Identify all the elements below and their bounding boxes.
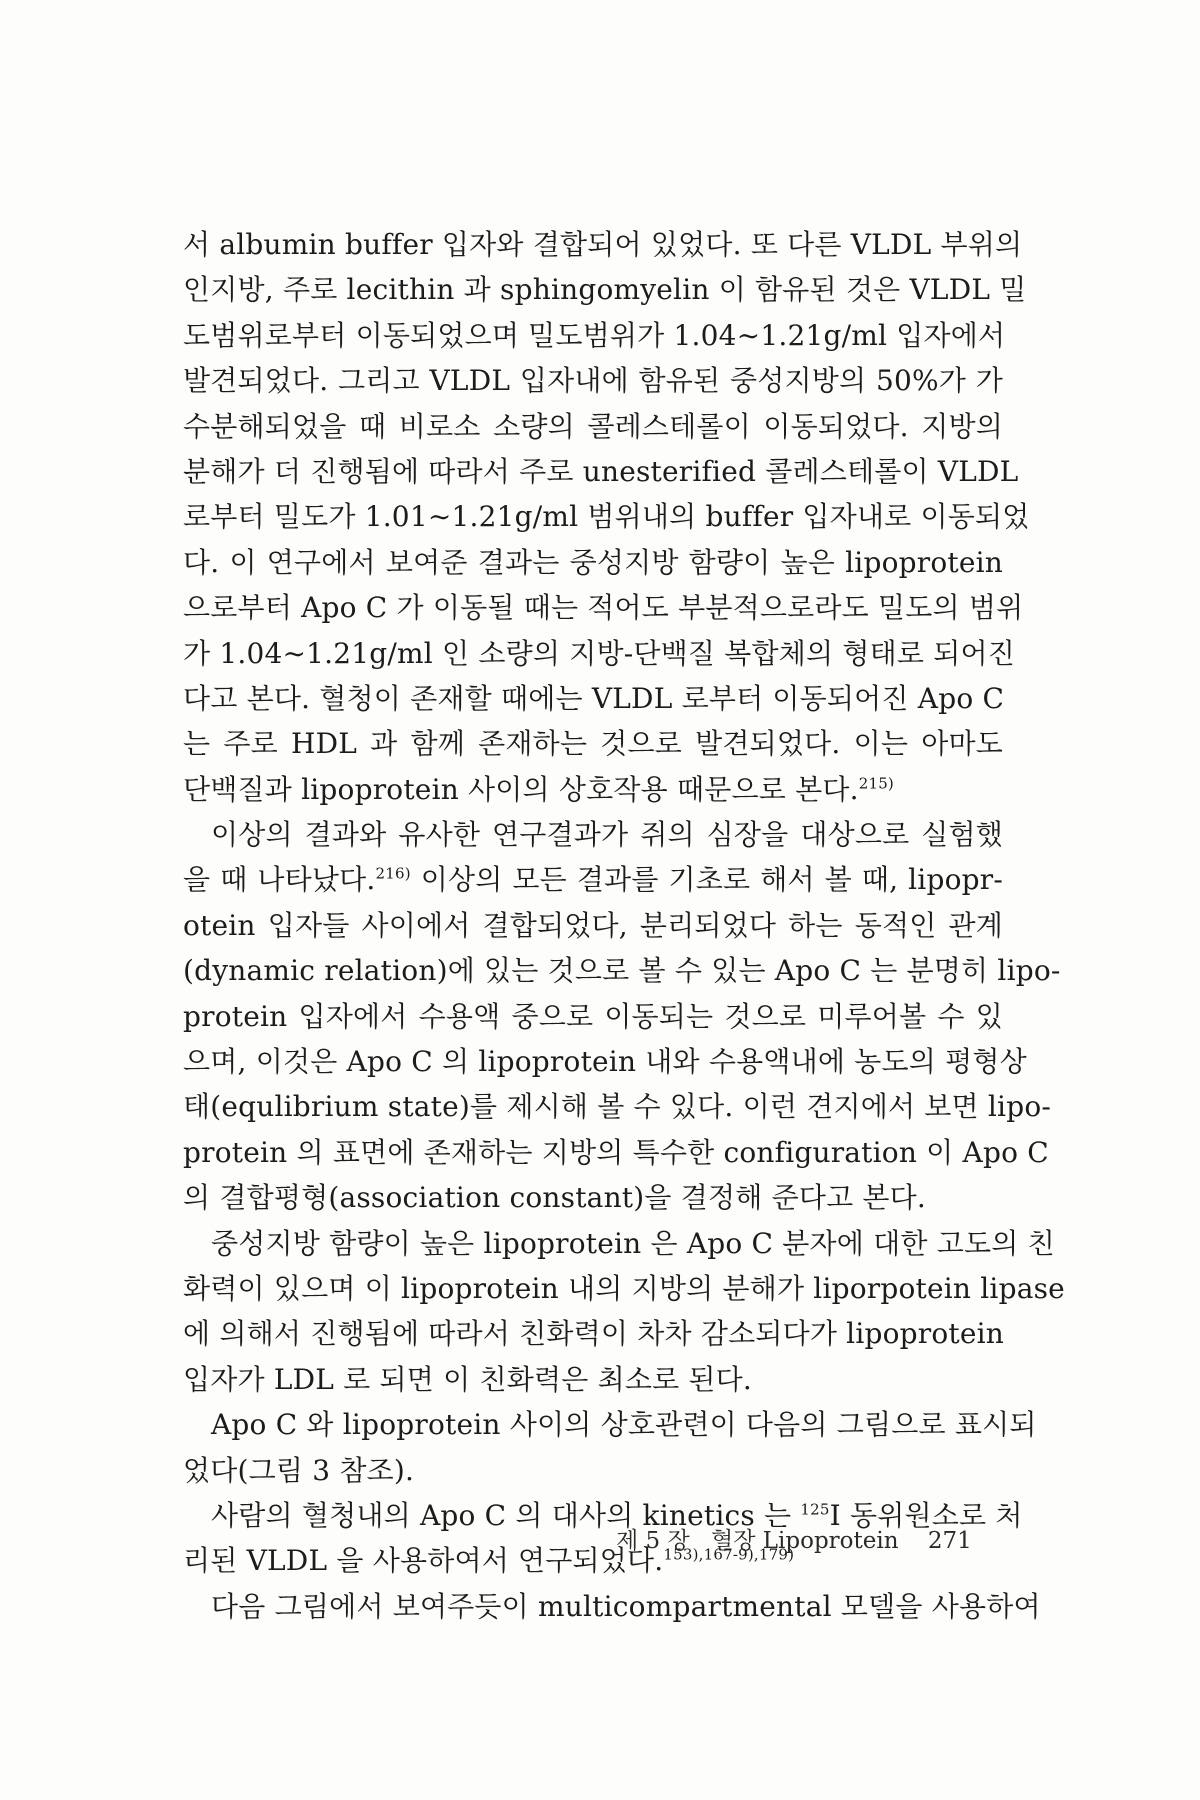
text-run: 중성지방 함량이 높은 lipoprotein 은 Apo C 분자에 대한 고도의 친 — [211, 1226, 1055, 1260]
text-run: 으며, 이것은 Apo C 의 lipoprotein 내와 수용액내에 농도의 평형상 — [183, 1045, 1027, 1079]
text-run: I 동위원소로 처 — [829, 1498, 1023, 1532]
text-run: 수분해되었을 때 비로소 소량의 콜레스테롤이 이동되었다. 지방의 — [183, 409, 1003, 443]
text-line — [183, 1357, 1003, 1402]
text-run: 태(equlibrium state)를 제시해 볼 수 있다. 이런 견지에서 보면 lipo- — [183, 1090, 1052, 1124]
text-run: protein 입자에서 수용액 중으로 이동되는 것으로 미루어볼 수 있 — [183, 999, 1003, 1033]
text-run: protein 의 표면에 존재하는 지방의 특수한 configuration 이 Apo C — [183, 1135, 1049, 1169]
text-run: 리된 VLDL 을 사용하여서 연구되었다. — [183, 1544, 664, 1578]
text-run: 가 1.04∼1.21g/ml 인 소량의 지방-단백질 복합체의 형태로 되어진 — [183, 636, 1015, 670]
text-line — [183, 1084, 1052, 1129]
text-run: otein 입자들 사이에서 결합되었다, 분리되었다 하는 동적인 관계 — [183, 908, 1003, 942]
text-line — [183, 585, 1024, 630]
citation-superscript: 215) — [858, 774, 894, 793]
page-number: 271 — [927, 1528, 972, 1554]
text-line — [183, 1584, 1041, 1629]
text-run: 었다(그림 3 참조). — [183, 1453, 415, 1487]
text-run: 단백질과 lipoprotein 사이의 상호작용 때문으로 본다. — [183, 772, 859, 806]
text-run: 발견되었다. 그리고 VLDL 입자내에 함유된 중성지방의 50%가 가 — [183, 364, 1003, 398]
text-run: (dynamic relation)에 있는 것으로 볼 수 있는 Apo C 는 분명히 lipo- — [183, 954, 1061, 988]
text-line — [183, 494, 1030, 539]
text-line — [183, 1130, 1049, 1175]
text-line — [183, 540, 1003, 585]
text-run: 다고 본다. 혈청이 존재할 때에는 VLDL 로부터 이동되어진 Apo C — [183, 681, 1005, 715]
text-line — [183, 222, 1023, 267]
text-run: 다음 그림에서 보여주듯이 multicompartmental 모델을 사용하여 — [211, 1589, 1041, 1623]
text-run: 이상의 모든 결과를 기초로 해서 볼 때, lipopr- — [410, 863, 1003, 897]
text-run: 으로부터 Apo C 가 이동될 때는 적어도 부분적으로라도 밀도의 범위 — [183, 591, 1024, 625]
text-line — [183, 313, 1006, 358]
text-run: 분해가 더 진행됨에 따라서 주로 unesterified 콜레스테롤이 VLDL — [183, 454, 1019, 488]
text-run: 을 때 나타났다. — [183, 863, 376, 897]
text-run: 는 주로 HDL 과 함께 존재하는 것으로 발견되었다. 이는 아마도 — [183, 727, 1003, 761]
text-line — [183, 857, 1003, 902]
text-run: 의 결합평형(association constant)을 결정해 준다고 본다. — [183, 1181, 927, 1215]
text-line — [183, 948, 1061, 993]
citation-superscript: 153),167-9),179) — [663, 1546, 795, 1564]
text-line — [183, 1266, 1065, 1311]
text-run: 다. 이 연구에서 보여준 결과는 중성지방 함량이 높은 lipoprotein — [183, 545, 1003, 579]
running-footer — [616, 1522, 996, 1555]
text-run: 사람의 혈청내의 Apo C 의 대사의 kinetics 는 — [211, 1498, 801, 1532]
text-run: 서 albumin buffer 입자와 결합되어 있었다. 또 다른 VLDL 부위의 — [183, 228, 1023, 261]
text-line — [183, 404, 1003, 449]
text-run: 인지방, 주로 lecithin 과 sphingomyelin 이 함유된 것은 VLDL 밀 — [183, 273, 1027, 307]
text-line — [183, 767, 1003, 812]
text-line — [183, 903, 1003, 948]
body-text — [183, 222, 1065, 1629]
text-line — [183, 1448, 1003, 1493]
text-line — [183, 1039, 1027, 1084]
text-run: 화력이 있으며 이 lipoprotein 내의 지방의 분해가 liporpotein lipase — [183, 1271, 1065, 1305]
footer-section: 혈장 Lipoprotein — [711, 1528, 899, 1554]
citation-superscript: 216) — [375, 865, 411, 884]
text-line — [183, 812, 1003, 857]
text-line — [183, 1311, 1003, 1356]
text-run: Apo C 와 lipoprotein 사이의 상호관련이 다음의 그림으로 표시되 — [211, 1408, 1037, 1442]
text-line — [183, 1221, 1055, 1266]
citation-superscript: 125 — [800, 1500, 830, 1519]
text-line — [183, 449, 1019, 494]
text-line — [183, 1402, 1037, 1447]
text-line — [183, 721, 1003, 766]
text-line — [183, 267, 1027, 312]
text-run: 로부터 밀도가 1.01∼1.21g/ml 범위내의 buffer 입자내로 이동되었 — [183, 500, 1030, 534]
footer-chapter: 제 5 장 — [616, 1528, 690, 1554]
text-run: 에 의해서 진행됨에 따라서 친화력이 차차 감소되다가 lipoprotein — [183, 1317, 1005, 1351]
text-line — [183, 994, 1003, 1039]
text-run: 입자가 LDL 로 되면 이 친화력은 최소로 된다. — [183, 1362, 753, 1396]
text-line — [183, 358, 1003, 403]
text-run: 이상의 결과와 유사한 연구결과가 쥐의 심장을 대상으로 실험했 — [211, 818, 1003, 852]
text-run: 도범위로부터 이동되었으며 밀도범위가 1.04∼1.21g/ml 입자에서 — [183, 318, 1006, 352]
text-line — [183, 1175, 1003, 1220]
text-line — [183, 676, 1003, 721]
text-line — [183, 631, 1015, 676]
